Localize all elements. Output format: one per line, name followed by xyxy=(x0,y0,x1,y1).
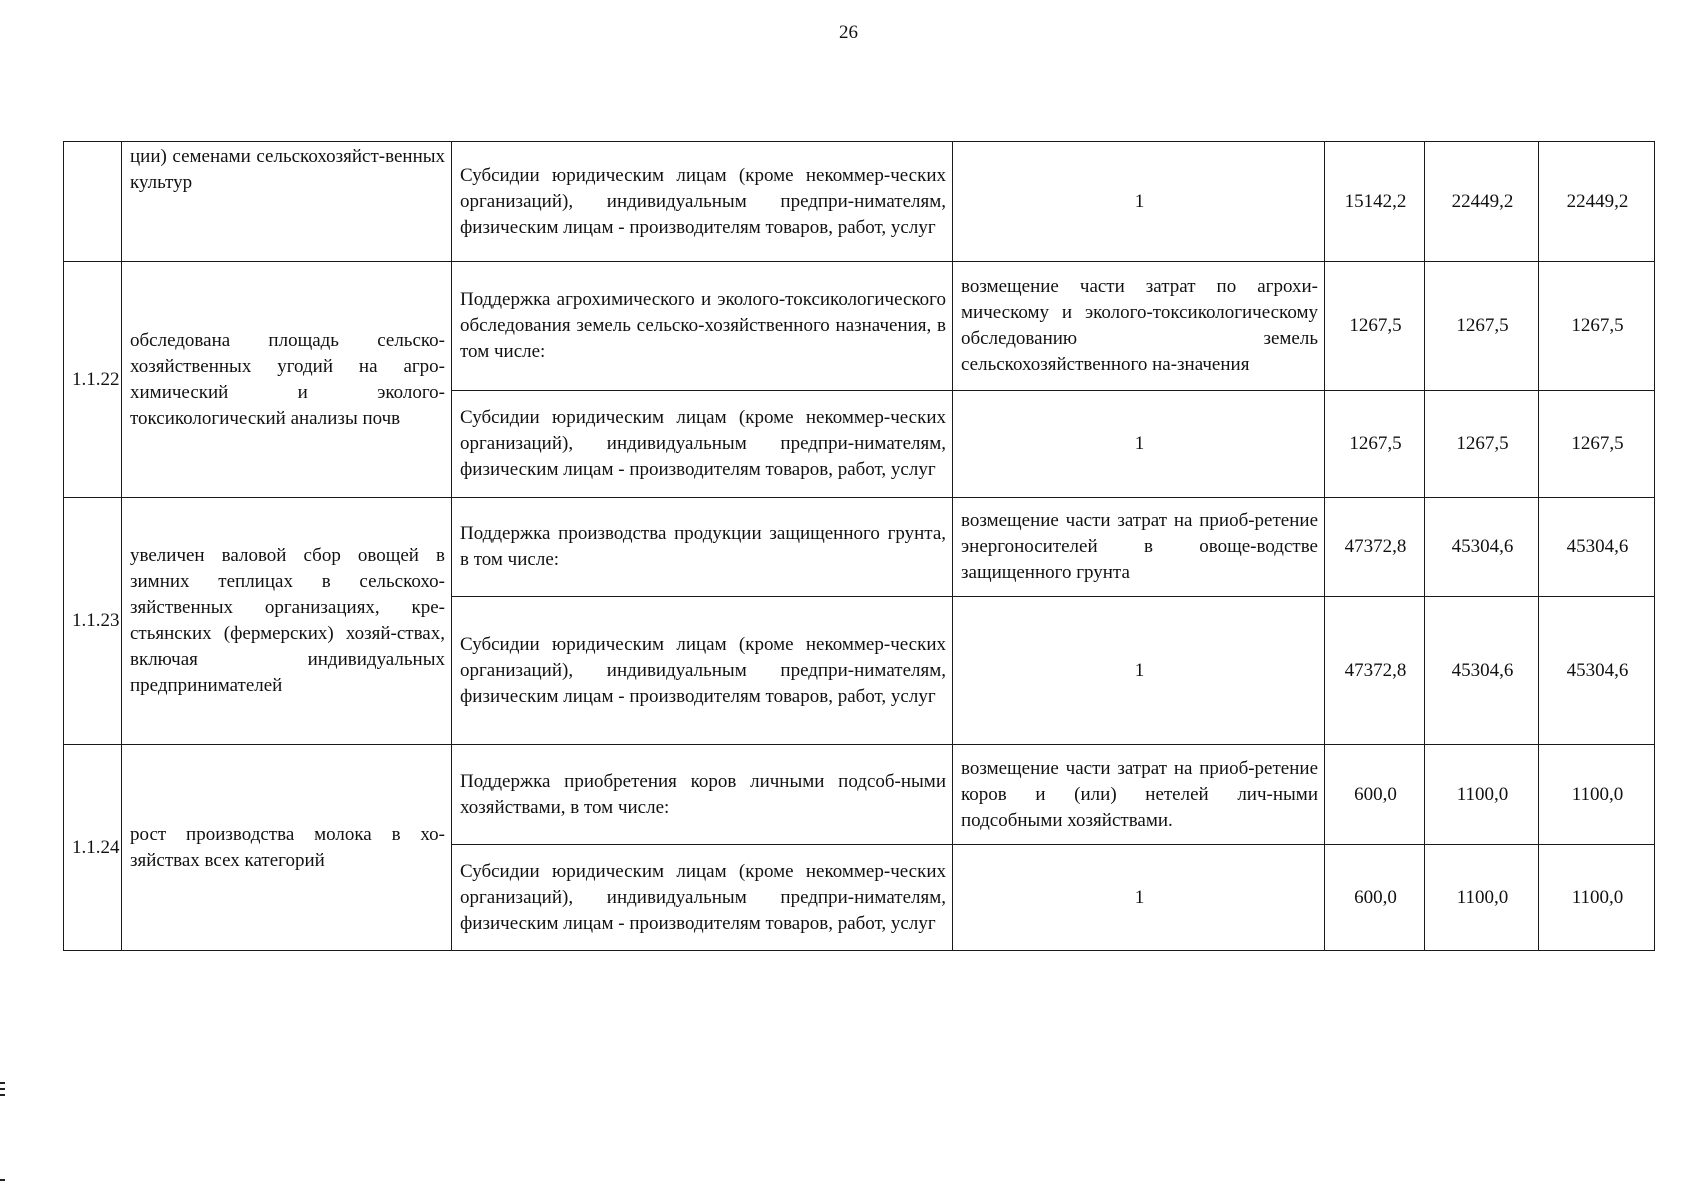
scan-edge-mark xyxy=(0,1179,5,1181)
expected-result: ции) семенами сельскохозяйст-венных культур xyxy=(122,142,452,262)
measures-table xyxy=(63,141,1655,951)
value-cell: 600,0 xyxy=(1325,845,1425,951)
direction-text: 1 xyxy=(953,142,1325,262)
table-row xyxy=(64,498,1655,597)
measure-text: Поддержка приобретения коров личными подсоб-ными хозяйствами, в том числе: xyxy=(452,745,953,845)
value-cell: 1267,5 xyxy=(1539,262,1655,391)
value-cell: 1100,0 xyxy=(1425,745,1539,845)
row-number: 1.1.23 xyxy=(64,498,122,745)
value-cell: 1100,0 xyxy=(1539,745,1655,845)
table-row xyxy=(64,262,1655,391)
value-cell: 15142,2 xyxy=(1325,142,1425,262)
measure-text: Субсидии юридическим лицам (кроме некоммер-ческих организаций), индивидуальным предпри-нимателям, физическим лицам - производителям товаров, работ, услуг xyxy=(452,597,953,745)
direction-text: возмещение части затрат на приоб-ретение коров и (или) нетелей лич-ными подсобными хозяйствами. xyxy=(953,745,1325,845)
measure-text: Поддержка агрохимического и эколого-токсикологического обследования земель сельско-хозяйственного назначения, в том числе: xyxy=(452,262,953,391)
direction-text: 1 xyxy=(953,845,1325,951)
direction-text: возмещение части затрат на приоб-ретение энергоносителей в овоще-водстве защищенного грунта xyxy=(953,498,1325,597)
value-cell: 600,0 xyxy=(1325,745,1425,845)
table-row xyxy=(64,745,1655,845)
page-number: 26 xyxy=(839,22,858,43)
value-cell: 1267,5 xyxy=(1325,262,1425,391)
value-cell: 1100,0 xyxy=(1425,845,1539,951)
direction-text: 1 xyxy=(953,597,1325,745)
row-number: 1.1.22 xyxy=(64,262,122,498)
scan-edge-mark xyxy=(0,1088,5,1090)
value-cell: 47372,8 xyxy=(1325,597,1425,745)
direction-text: возмещение части затрат по агрохи-мическому и эколого-токсикологическому обследованию земель сельскохозяйственного на-значения xyxy=(953,262,1325,391)
value-cell: 45304,6 xyxy=(1425,597,1539,745)
expected-result: обследована площадь сельско-хозяйственных угодий на агро-химический и эколого-токсикологический анализы почв xyxy=(122,262,452,498)
direction-text: 1 xyxy=(953,391,1325,498)
value-cell: 47372,8 xyxy=(1325,498,1425,597)
measure-text: Субсидии юридическим лицам (кроме некоммер-ческих организаций), индивидуальным предпри-нимателям, физическим лицам - производителям товаров, работ, услуг xyxy=(452,845,953,951)
row-number: 1.1.24 xyxy=(64,745,122,951)
value-cell: 45304,6 xyxy=(1539,498,1655,597)
value-cell: 1267,5 xyxy=(1539,391,1655,498)
value-cell: 22449,2 xyxy=(1425,142,1539,262)
measure-text: Субсидии юридическим лицам (кроме некоммер-ческих организаций), индивидуальным предпри-нимателям, физическим лицам - производителям товаров, работ, услуг xyxy=(452,142,953,262)
table-row xyxy=(64,142,1655,262)
value-cell: 1267,5 xyxy=(1425,262,1539,391)
value-cell: 1267,5 xyxy=(1325,391,1425,498)
value-cell: 45304,6 xyxy=(1425,498,1539,597)
expected-result: увеличен валовой сбор овощей в зимних теплицах в сельскохо-зяйственных организациях, кре-стьянских (фермерских) хозяй-ствах, включая индивидуальных предпринимателей xyxy=(122,498,452,745)
scan-edge-mark xyxy=(0,1082,5,1084)
measure-text: Поддержка производства продукции защищенного грунта, в том числе: xyxy=(452,498,953,597)
measure-text: Субсидии юридическим лицам (кроме некоммер-ческих организаций), индивидуальным предпри-нимателям, физическим лицам - производителям товаров, работ, услуг xyxy=(452,391,953,498)
scan-edge-mark xyxy=(0,1094,5,1096)
value-cell: 1100,0 xyxy=(1539,845,1655,951)
value-cell: 45304,6 xyxy=(1539,597,1655,745)
value-cell: 22449,2 xyxy=(1539,142,1655,262)
row-number xyxy=(64,142,122,262)
value-cell: 1267,5 xyxy=(1425,391,1539,498)
expected-result: рост производства молока в хо-зяйствах всех категорий xyxy=(122,745,452,951)
